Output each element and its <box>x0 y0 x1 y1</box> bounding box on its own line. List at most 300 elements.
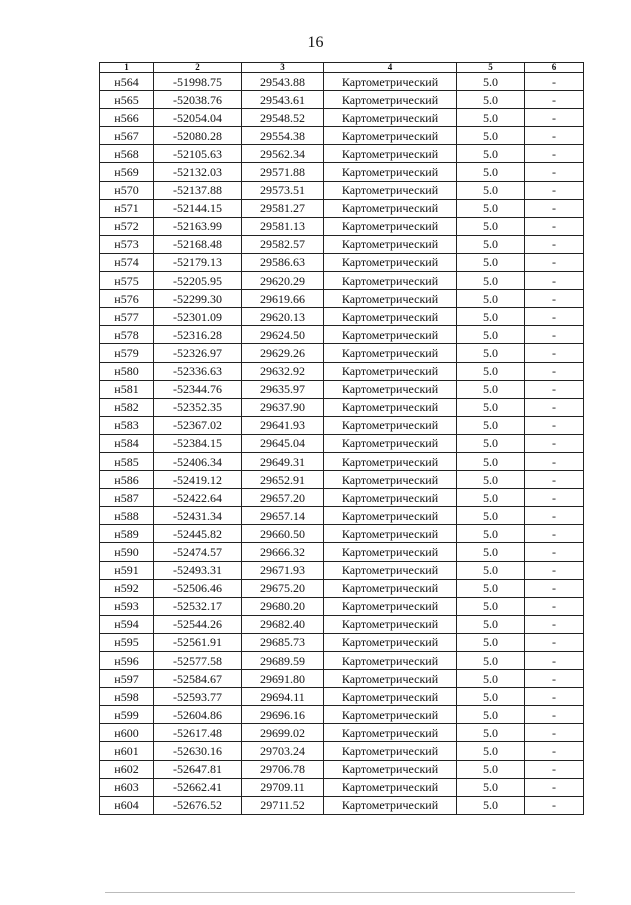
column-header: 6 <box>525 63 584 73</box>
table-row <box>100 127 584 145</box>
accuracy-cell: 5.0 <box>457 452 525 470</box>
point-id-cell: н591 <box>100 561 154 579</box>
y-coordinate-cell: 29641.93 <box>242 416 324 434</box>
accuracy-cell: 5.0 <box>457 525 525 543</box>
accuracy-cell: 5.0 <box>457 344 525 362</box>
point-id-cell: н564 <box>100 73 154 91</box>
x-coordinate-cell: -52137.88 <box>154 181 242 199</box>
y-coordinate-cell: 29632.92 <box>242 362 324 380</box>
accuracy-cell: 5.0 <box>457 217 525 235</box>
method-cell: Картометрический <box>324 452 457 470</box>
note-cell: - <box>525 398 584 416</box>
method-cell: Картометрический <box>324 416 457 434</box>
y-coordinate-cell: 29624.50 <box>242 326 324 344</box>
table-row <box>100 434 584 452</box>
table-row <box>100 633 584 651</box>
y-coordinate-cell: 29711.52 <box>242 796 324 814</box>
accuracy-cell: 5.0 <box>457 489 525 507</box>
x-coordinate-cell: -52577.58 <box>154 652 242 670</box>
point-id-cell: н582 <box>100 398 154 416</box>
point-id-cell: н566 <box>100 109 154 127</box>
y-coordinate-cell: 29706.78 <box>242 760 324 778</box>
note-cell: - <box>525 127 584 145</box>
table-row <box>100 217 584 235</box>
point-id-cell: н597 <box>100 670 154 688</box>
note-cell: - <box>525 652 584 670</box>
method-cell: Картометрический <box>324 597 457 615</box>
method-cell: Картометрический <box>324 380 457 398</box>
table-row <box>100 344 584 362</box>
method-cell: Картометрический <box>324 778 457 796</box>
x-coordinate-cell: -52316.28 <box>154 326 242 344</box>
coordinates-table <box>99 62 584 815</box>
note-cell: - <box>525 561 584 579</box>
method-cell: Картометрический <box>324 489 457 507</box>
table-row <box>100 796 584 814</box>
method-cell: Картометрический <box>324 272 457 290</box>
note-cell: - <box>525 326 584 344</box>
method-cell: Картометрический <box>324 670 457 688</box>
column-header: 1 <box>100 63 154 73</box>
point-id-cell: н567 <box>100 127 154 145</box>
method-cell: Картометрический <box>324 724 457 742</box>
column-header: 2 <box>154 63 242 73</box>
accuracy-cell: 5.0 <box>457 543 525 561</box>
coordinates-table-container <box>99 62 583 815</box>
accuracy-cell: 5.0 <box>457 127 525 145</box>
method-cell: Картометрический <box>324 633 457 651</box>
method-cell: Картометрический <box>324 525 457 543</box>
page-number: 16 <box>307 34 324 51</box>
y-coordinate-cell: 29691.80 <box>242 670 324 688</box>
note-cell: - <box>525 73 584 91</box>
note-cell: - <box>525 760 584 778</box>
note-cell: - <box>525 163 584 181</box>
y-coordinate-cell: 29657.20 <box>242 489 324 507</box>
y-coordinate-cell: 29666.32 <box>242 543 324 561</box>
method-cell: Картометрический <box>324 344 457 362</box>
accuracy-cell: 5.0 <box>457 724 525 742</box>
method-cell: Картометрический <box>324 109 457 127</box>
table-row <box>100 652 584 670</box>
x-coordinate-cell: -52422.64 <box>154 489 242 507</box>
point-id-cell: н571 <box>100 199 154 217</box>
point-id-cell: н589 <box>100 525 154 543</box>
note-cell: - <box>525 253 584 271</box>
accuracy-cell: 5.0 <box>457 706 525 724</box>
table-row <box>100 380 584 398</box>
point-id-cell: н587 <box>100 489 154 507</box>
point-id-cell: н594 <box>100 615 154 633</box>
y-coordinate-cell: 29548.52 <box>242 109 324 127</box>
point-id-cell: н600 <box>100 724 154 742</box>
accuracy-cell: 5.0 <box>457 760 525 778</box>
x-coordinate-cell: -52179.13 <box>154 253 242 271</box>
y-coordinate-cell: 29649.31 <box>242 452 324 470</box>
y-coordinate-cell: 29637.90 <box>242 398 324 416</box>
accuracy-cell: 5.0 <box>457 507 525 525</box>
x-coordinate-cell: -52336.63 <box>154 362 242 380</box>
y-coordinate-cell: 29682.40 <box>242 615 324 633</box>
accuracy-cell: 5.0 <box>457 109 525 127</box>
point-id-cell: н588 <box>100 507 154 525</box>
table-body <box>100 73 584 815</box>
x-coordinate-cell: -52105.63 <box>154 145 242 163</box>
table-row <box>100 688 584 706</box>
note-cell: - <box>525 796 584 814</box>
note-cell: - <box>525 434 584 452</box>
accuracy-cell: 5.0 <box>457 778 525 796</box>
method-cell: Картометрический <box>324 742 457 760</box>
table-row <box>100 471 584 489</box>
point-id-cell: н601 <box>100 742 154 760</box>
note-cell: - <box>525 525 584 543</box>
accuracy-cell: 5.0 <box>457 597 525 615</box>
x-coordinate-cell: -52604.86 <box>154 706 242 724</box>
accuracy-cell: 5.0 <box>457 73 525 91</box>
x-coordinate-cell: -52419.12 <box>154 471 242 489</box>
accuracy-cell: 5.0 <box>457 362 525 380</box>
point-id-cell: н572 <box>100 217 154 235</box>
point-id-cell: н595 <box>100 633 154 651</box>
table-row <box>100 326 584 344</box>
x-coordinate-cell: -52038.76 <box>154 91 242 109</box>
y-coordinate-cell: 29675.20 <box>242 579 324 597</box>
y-coordinate-cell: 29586.63 <box>242 253 324 271</box>
point-id-cell: н599 <box>100 706 154 724</box>
point-id-cell: н576 <box>100 290 154 308</box>
y-coordinate-cell: 29571.88 <box>242 163 324 181</box>
point-id-cell: н573 <box>100 235 154 253</box>
method-cell: Картометрический <box>324 507 457 525</box>
x-coordinate-cell: -52205.95 <box>154 272 242 290</box>
note-cell: - <box>525 615 584 633</box>
note-cell: - <box>525 471 584 489</box>
accuracy-cell: 5.0 <box>457 434 525 452</box>
x-coordinate-cell: -52617.48 <box>154 724 242 742</box>
method-cell: Картометрический <box>324 326 457 344</box>
point-id-cell: н593 <box>100 597 154 615</box>
y-coordinate-cell: 29645.04 <box>242 434 324 452</box>
note-cell: - <box>525 507 584 525</box>
accuracy-cell: 5.0 <box>457 163 525 181</box>
table-row <box>100 760 584 778</box>
method-cell: Картометрический <box>324 163 457 181</box>
table-row <box>100 615 584 633</box>
x-coordinate-cell: -52406.34 <box>154 452 242 470</box>
x-coordinate-cell: -52532.17 <box>154 597 242 615</box>
accuracy-cell: 5.0 <box>457 416 525 434</box>
y-coordinate-cell: 29619.66 <box>242 290 324 308</box>
point-id-cell: н598 <box>100 688 154 706</box>
y-coordinate-cell: 29694.11 <box>242 688 324 706</box>
x-coordinate-cell: -52561.91 <box>154 633 242 651</box>
table-row <box>100 561 584 579</box>
note-cell: - <box>525 235 584 253</box>
table-row <box>100 543 584 561</box>
y-coordinate-cell: 29543.88 <box>242 73 324 91</box>
method-cell: Картометрический <box>324 290 457 308</box>
x-coordinate-cell: -52474.57 <box>154 543 242 561</box>
table-row <box>100 91 584 109</box>
accuracy-cell: 5.0 <box>457 615 525 633</box>
x-coordinate-cell: -52431.34 <box>154 507 242 525</box>
note-cell: - <box>525 706 584 724</box>
method-cell: Картометрический <box>324 471 457 489</box>
x-coordinate-cell: -51998.75 <box>154 73 242 91</box>
note-cell: - <box>525 91 584 109</box>
accuracy-cell: 5.0 <box>457 326 525 344</box>
note-cell: - <box>525 416 584 434</box>
method-cell: Картометрический <box>324 73 457 91</box>
note-cell: - <box>525 344 584 362</box>
note-cell: - <box>525 489 584 507</box>
point-id-cell: н578 <box>100 326 154 344</box>
x-coordinate-cell: -52662.41 <box>154 778 242 796</box>
accuracy-cell: 5.0 <box>457 199 525 217</box>
accuracy-cell: 5.0 <box>457 561 525 579</box>
x-coordinate-cell: -52630.16 <box>154 742 242 760</box>
accuracy-cell: 5.0 <box>457 380 525 398</box>
point-id-cell: н579 <box>100 344 154 362</box>
point-id-cell: н586 <box>100 471 154 489</box>
note-cell: - <box>525 109 584 127</box>
y-coordinate-cell: 29582.57 <box>242 235 324 253</box>
table-row <box>100 290 584 308</box>
point-id-cell: н596 <box>100 652 154 670</box>
method-cell: Картометрический <box>324 543 457 561</box>
accuracy-cell: 5.0 <box>457 272 525 290</box>
method-cell: Картометрический <box>324 561 457 579</box>
method-cell: Картометрический <box>324 362 457 380</box>
table-row <box>100 416 584 434</box>
point-id-cell: н602 <box>100 760 154 778</box>
y-coordinate-cell: 29680.20 <box>242 597 324 615</box>
table-row <box>100 489 584 507</box>
table-row <box>100 724 584 742</box>
method-cell: Картометрический <box>324 688 457 706</box>
table-row <box>100 362 584 380</box>
y-coordinate-cell: 29581.13 <box>242 217 324 235</box>
method-cell: Картометрический <box>324 217 457 235</box>
note-cell: - <box>525 145 584 163</box>
table-row <box>100 525 584 543</box>
note-cell: - <box>525 380 584 398</box>
point-id-cell: н590 <box>100 543 154 561</box>
y-coordinate-cell: 29699.02 <box>242 724 324 742</box>
y-coordinate-cell: 29573.51 <box>242 181 324 199</box>
accuracy-cell: 5.0 <box>457 652 525 670</box>
accuracy-cell: 5.0 <box>457 579 525 597</box>
point-id-cell: н569 <box>100 163 154 181</box>
note-cell: - <box>525 688 584 706</box>
table-row <box>100 597 584 615</box>
table-row <box>100 109 584 127</box>
point-id-cell: н604 <box>100 796 154 814</box>
y-coordinate-cell: 29689.59 <box>242 652 324 670</box>
method-cell: Картометрический <box>324 796 457 814</box>
method-cell: Картометрический <box>324 615 457 633</box>
y-coordinate-cell: 29696.16 <box>242 706 324 724</box>
table-row <box>100 706 584 724</box>
point-id-cell: н580 <box>100 362 154 380</box>
point-id-cell: н577 <box>100 308 154 326</box>
note-cell: - <box>525 724 584 742</box>
point-id-cell: н592 <box>100 579 154 597</box>
x-coordinate-cell: -52647.81 <box>154 760 242 778</box>
x-coordinate-cell: -52493.31 <box>154 561 242 579</box>
y-coordinate-cell: 29620.29 <box>242 272 324 290</box>
accuracy-cell: 5.0 <box>457 398 525 416</box>
header-row <box>100 63 584 73</box>
accuracy-cell: 5.0 <box>457 235 525 253</box>
note-cell: - <box>525 742 584 760</box>
accuracy-cell: 5.0 <box>457 91 525 109</box>
accuracy-cell: 5.0 <box>457 688 525 706</box>
y-coordinate-cell: 29620.13 <box>242 308 324 326</box>
method-cell: Картометрический <box>324 199 457 217</box>
point-id-cell: н583 <box>100 416 154 434</box>
x-coordinate-cell: -52163.99 <box>154 217 242 235</box>
y-coordinate-cell: 29703.24 <box>242 742 324 760</box>
y-coordinate-cell: 29671.93 <box>242 561 324 579</box>
note-cell: - <box>525 543 584 561</box>
x-coordinate-cell: -52593.77 <box>154 688 242 706</box>
x-coordinate-cell: -52344.76 <box>154 380 242 398</box>
y-coordinate-cell: 29562.34 <box>242 145 324 163</box>
method-cell: Картометрический <box>324 652 457 670</box>
point-id-cell: н565 <box>100 91 154 109</box>
y-coordinate-cell: 29652.91 <box>242 471 324 489</box>
note-cell: - <box>525 181 584 199</box>
method-cell: Картометрический <box>324 91 457 109</box>
y-coordinate-cell: 29629.26 <box>242 344 324 362</box>
accuracy-cell: 5.0 <box>457 670 525 688</box>
accuracy-cell: 5.0 <box>457 796 525 814</box>
y-coordinate-cell: 29635.97 <box>242 380 324 398</box>
x-coordinate-cell: -52168.48 <box>154 235 242 253</box>
accuracy-cell: 5.0 <box>457 471 525 489</box>
method-cell: Картометрический <box>324 127 457 145</box>
x-coordinate-cell: -52132.03 <box>154 163 242 181</box>
footer-divider <box>105 892 575 893</box>
y-coordinate-cell: 29554.38 <box>242 127 324 145</box>
table-row <box>100 73 584 91</box>
method-cell: Картометрический <box>324 398 457 416</box>
accuracy-cell: 5.0 <box>457 181 525 199</box>
accuracy-cell: 5.0 <box>457 253 525 271</box>
point-id-cell: н568 <box>100 145 154 163</box>
note-cell: - <box>525 633 584 651</box>
x-coordinate-cell: -52144.15 <box>154 199 242 217</box>
point-id-cell: н574 <box>100 253 154 271</box>
x-coordinate-cell: -52352.35 <box>154 398 242 416</box>
y-coordinate-cell: 29709.11 <box>242 778 324 796</box>
accuracy-cell: 5.0 <box>457 742 525 760</box>
column-header: 5 <box>457 63 525 73</box>
y-coordinate-cell: 29685.73 <box>242 633 324 651</box>
y-coordinate-cell: 29543.61 <box>242 91 324 109</box>
y-coordinate-cell: 29581.27 <box>242 199 324 217</box>
table-row <box>100 235 584 253</box>
column-header: 3 <box>242 63 324 73</box>
table-row <box>100 452 584 470</box>
accuracy-cell: 5.0 <box>457 633 525 651</box>
x-coordinate-cell: -52384.15 <box>154 434 242 452</box>
note-cell: - <box>525 290 584 308</box>
note-cell: - <box>525 597 584 615</box>
table-row <box>100 507 584 525</box>
note-cell: - <box>525 272 584 290</box>
method-cell: Картометрический <box>324 145 457 163</box>
method-cell: Картометрический <box>324 760 457 778</box>
note-cell: - <box>525 778 584 796</box>
point-id-cell: н581 <box>100 380 154 398</box>
table-header <box>100 63 584 73</box>
table-row <box>100 163 584 181</box>
y-coordinate-cell: 29660.50 <box>242 525 324 543</box>
x-coordinate-cell: -52584.67 <box>154 670 242 688</box>
y-coordinate-cell: 29657.14 <box>242 507 324 525</box>
x-coordinate-cell: -52445.82 <box>154 525 242 543</box>
point-id-cell: н603 <box>100 778 154 796</box>
note-cell: - <box>525 452 584 470</box>
table-row <box>100 398 584 416</box>
method-cell: Картометрический <box>324 253 457 271</box>
note-cell: - <box>525 579 584 597</box>
table-row <box>100 579 584 597</box>
table-row <box>100 778 584 796</box>
table-row <box>100 253 584 271</box>
point-id-cell: н584 <box>100 434 154 452</box>
method-cell: Картометрический <box>324 579 457 597</box>
table-row <box>100 742 584 760</box>
point-id-cell: н570 <box>100 181 154 199</box>
table-row <box>100 199 584 217</box>
point-id-cell: н585 <box>100 452 154 470</box>
x-coordinate-cell: -52367.02 <box>154 416 242 434</box>
x-coordinate-cell: -52676.52 <box>154 796 242 814</box>
x-coordinate-cell: -52054.04 <box>154 109 242 127</box>
method-cell: Картометрический <box>324 706 457 724</box>
method-cell: Картометрический <box>324 181 457 199</box>
x-coordinate-cell: -52299.30 <box>154 290 242 308</box>
x-coordinate-cell: -52506.46 <box>154 579 242 597</box>
table-row <box>100 272 584 290</box>
table-row <box>100 145 584 163</box>
table-row <box>100 670 584 688</box>
x-coordinate-cell: -52326.97 <box>154 344 242 362</box>
accuracy-cell: 5.0 <box>457 308 525 326</box>
column-header: 4 <box>324 63 457 73</box>
x-coordinate-cell: -52080.28 <box>154 127 242 145</box>
accuracy-cell: 5.0 <box>457 290 525 308</box>
note-cell: - <box>525 308 584 326</box>
accuracy-cell: 5.0 <box>457 145 525 163</box>
method-cell: Картометрический <box>324 434 457 452</box>
method-cell: Картометрический <box>324 235 457 253</box>
x-coordinate-cell: -52301.09 <box>154 308 242 326</box>
note-cell: - <box>525 670 584 688</box>
x-coordinate-cell: -52544.26 <box>154 615 242 633</box>
note-cell: - <box>525 199 584 217</box>
table-row <box>100 181 584 199</box>
table-row <box>100 308 584 326</box>
note-cell: - <box>525 362 584 380</box>
method-cell: Картометрический <box>324 308 457 326</box>
note-cell: - <box>525 217 584 235</box>
point-id-cell: н575 <box>100 272 154 290</box>
